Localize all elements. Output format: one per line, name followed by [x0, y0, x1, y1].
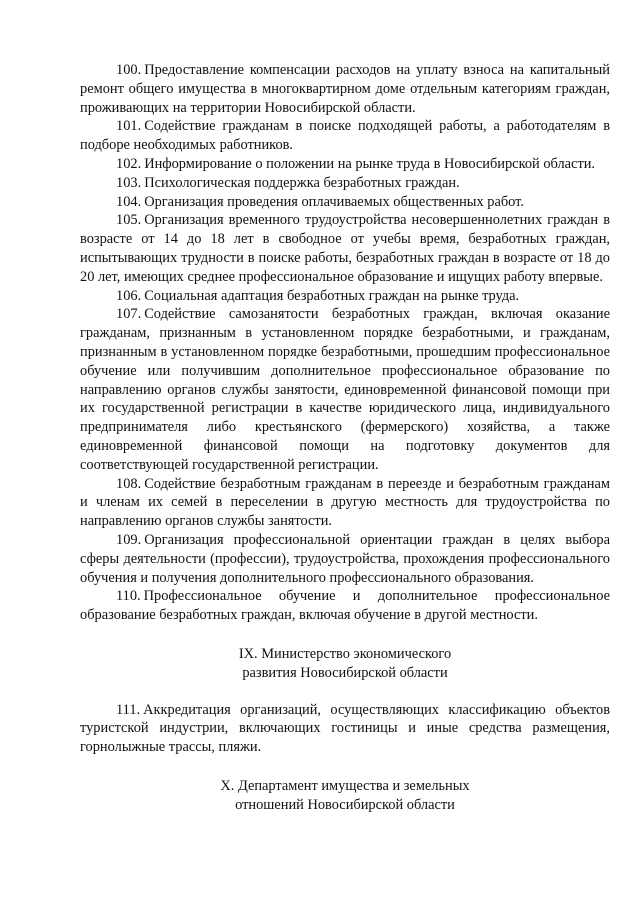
heading-line-2: отношений Новосибирской области [235, 796, 455, 813]
item-number: 104. [116, 193, 142, 210]
list-item [80, 193, 610, 212]
spacer [80, 625, 610, 645]
section-heading-property-department [80, 777, 610, 815]
item-text: Организация профессиональной ориентации граждан в целях выбора сферы деятельности (профессии), трудоустройства, прохождения профессионального обучения и получения дополнительного профессионального образования. [80, 531, 610, 586]
list-item [80, 61, 610, 117]
heading-line-1: IX. Министерство экономического [238, 645, 452, 662]
item-number: 108. [116, 475, 142, 492]
list-item [80, 587, 610, 625]
item-number: 103. [116, 174, 142, 191]
item-number: 111. [116, 701, 141, 718]
list-item [80, 701, 610, 757]
item-number: 106. [116, 287, 142, 304]
item-text: Организация временного трудоустройства несовершеннолетних граждан в возрасте от 14 до 18 лет в свободное от учебы время, безработных граждан, испытывающих трудности в поиске работы, безработных граждан в возрасте от 18 до 20 лет, имеющих среднее профессиональное образование и ищущих работу впервые. [80, 212, 610, 285]
heading-line-1: X. Департамент имущества и земельных [220, 777, 470, 794]
item-number: 107. [116, 306, 142, 323]
item-number: 101. [116, 118, 142, 135]
item-text: Содействие гражданам в поиске подходящей работы, а работодателям в подборе необходимых работников. [80, 118, 610, 154]
item-text: Организация проведения оплачиваемых общественных работ. [144, 193, 524, 210]
item-number: 105. [116, 212, 142, 229]
heading-line-2: развития Новосибирской области [242, 664, 448, 681]
item-text: Предоставление компенсации расходов на уплату взноса на капитальный ремонт общего имущества в многоквартирном доме отдельным категориям граждан, проживающих на территории Новосибирской области. [80, 62, 610, 116]
item-text: Психологическая поддержка безработных граждан. [144, 174, 460, 191]
item-number: 110. [116, 588, 141, 605]
spacer [80, 683, 610, 701]
list-item [80, 174, 610, 193]
item-number: 100. [116, 62, 142, 78]
list-part-1 [80, 61, 610, 625]
list-item [80, 475, 610, 531]
list-item [80, 531, 610, 587]
item-number: 109. [116, 531, 142, 548]
item-text: Профессиональное обучение и дополнительное профессиональное образование безработных граждан, включая обучение в другой местности. [80, 588, 610, 624]
list-item [80, 211, 610, 286]
item-text: Содействие безработным гражданам в переезде и безработным гражданам и членам их семей в переселении в другую местность для трудоустройства по направлению органов службы занятости. [80, 475, 610, 530]
spacer [80, 757, 610, 777]
item-text: Социальная адаптация безработных граждан на рынке труда. [144, 287, 520, 304]
section-heading-ministry-economic-development [80, 645, 610, 683]
item-number: 102. [116, 155, 142, 172]
list-item [80, 305, 610, 474]
list-item [80, 287, 610, 306]
list-item [80, 155, 610, 174]
item-text: Информирование о положении на рынке труда в Новосибирской области. [144, 155, 596, 172]
list-part-2 [80, 701, 610, 757]
document-page [80, 61, 610, 814]
item-text: Аккредитация организаций, осуществляющих классификацию объектов туристской индустрии, включающих гостиницы и иные средства размещения, горнолыжные трассы, пляжи. [80, 701, 610, 756]
item-text: Содействие самозанятости безработных граждан, включая оказание гражданам, признанным в установленном порядке безработными, и гражданам, признанным в установленном порядке безработными, прошедшим профессиональное обучение или получившим дополнительное профессиональное образование по направлению органов службы занятости, единовременной финансовой помощи при их государственной регистрации в качестве юридического лица, индивидуального предпринимателя либо крестьянского (фермерского) хозяйства, а также единовременной финансовой помощи на подготовку документов для соответствующей государственной регистрации. [80, 306, 610, 473]
list-item [80, 117, 610, 155]
